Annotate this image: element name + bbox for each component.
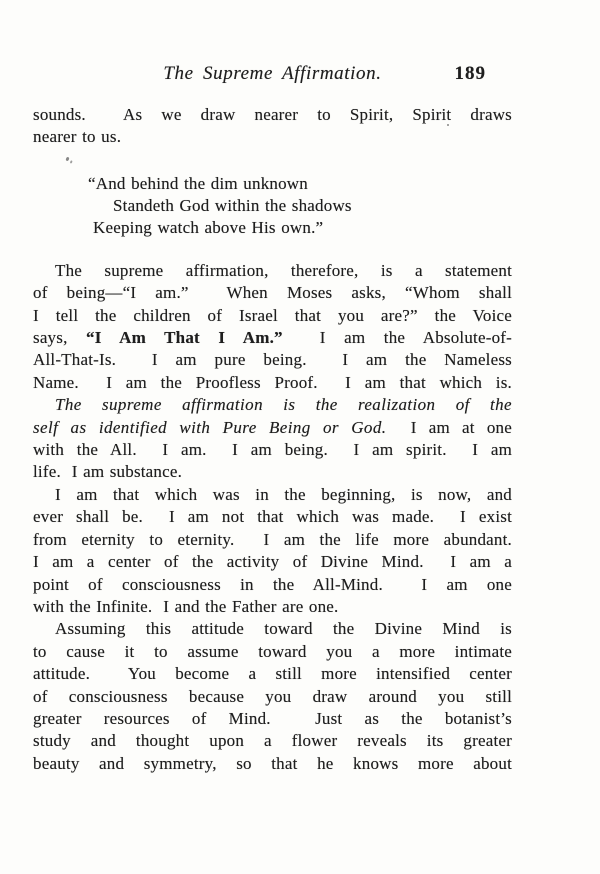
text-line bbox=[33, 551, 512, 573]
body-text: of consciousness because you draw around you still bbox=[33, 686, 512, 706]
verse-quote bbox=[88, 173, 512, 239]
text-line bbox=[88, 173, 512, 195]
page-content bbox=[33, 0, 512, 775]
text-line bbox=[33, 484, 512, 506]
body-text: I am at one bbox=[386, 417, 512, 437]
body-text: Name. I am the Proofless Proof. I am that which is. bbox=[33, 372, 512, 392]
paragraph bbox=[33, 260, 512, 394]
body-text: attitude. You become a still more intensified center bbox=[33, 664, 512, 684]
text-line bbox=[33, 394, 512, 416]
text-line bbox=[33, 708, 512, 730]
bold-text: “I Am That I Am.” bbox=[86, 328, 283, 348]
body-text: from eternity to eternity. I am the life more abundant. bbox=[33, 529, 512, 549]
body-text: “And behind the dim unknown bbox=[88, 173, 308, 193]
text-line bbox=[88, 217, 512, 239]
text-line bbox=[33, 461, 512, 483]
text-line bbox=[33, 439, 512, 461]
text-line bbox=[33, 372, 512, 394]
page-number: 189 bbox=[454, 63, 486, 84]
text-line bbox=[33, 260, 512, 282]
paragraph bbox=[33, 618, 512, 775]
body-text: says, bbox=[33, 328, 87, 348]
body-text: Keeping watch above His own.” bbox=[93, 217, 324, 237]
body-text: ever shall be. I am not that which was made. I exist bbox=[33, 507, 512, 527]
body-text: beauty and symmetry, so that he knows more about bbox=[33, 753, 512, 773]
body-text: greater resources of Mind. Just as the botanist’s bbox=[33, 708, 512, 728]
body-text: to cause it to assume toward you a more intimate bbox=[33, 641, 512, 661]
body-text: with the Infinite. I and the Father are one. bbox=[33, 596, 339, 616]
text-line bbox=[33, 663, 512, 685]
body-text: I tell the children of Israel that you are?” the Voice bbox=[33, 305, 512, 325]
text-line bbox=[33, 618, 512, 640]
text-line bbox=[33, 574, 512, 596]
text-line bbox=[33, 753, 512, 775]
text-line bbox=[33, 529, 512, 551]
body-text: Assuming this attitude toward the Divine Mind is bbox=[55, 619, 512, 639]
body-text: study and thought upon a flower reveals its greater bbox=[33, 731, 512, 751]
body-text: I am that which was in the beginning, is now, and bbox=[55, 484, 512, 504]
running-header bbox=[33, 61, 512, 87]
paragraph bbox=[33, 394, 512, 484]
body-text: life. I am substance. bbox=[33, 462, 183, 482]
text-line bbox=[33, 126, 512, 148]
text-line bbox=[33, 730, 512, 752]
body-text: I am a center of the activity of Divine Mind. I am a bbox=[33, 552, 512, 572]
running-title: The Supreme Affirmation. bbox=[163, 63, 382, 84]
body-text: The supreme affirmation, therefore, is a statement bbox=[55, 260, 512, 280]
text-line bbox=[33, 327, 512, 349]
body-text: sounds. As we draw nearer to Spirit, Spirit draws bbox=[33, 105, 512, 124]
text-line bbox=[33, 641, 512, 663]
text-line bbox=[33, 305, 512, 327]
body-text: with the All. I am. I am being. I am spirit. I am bbox=[33, 440, 512, 460]
body-text: All-That-Is. I am pure being. I am the Nameless bbox=[33, 350, 512, 370]
text-line bbox=[33, 349, 512, 371]
text-line bbox=[33, 686, 512, 708]
body-text: point of consciousness in the All-Mind. I am one bbox=[33, 574, 512, 594]
italic-text: self as identified with Pure Being or God. bbox=[33, 417, 387, 437]
italic-text: The supreme affirmation is the realization of the bbox=[55, 395, 512, 415]
body-text: I am the Absolute-of- bbox=[282, 328, 512, 348]
body-text: nearer to us. bbox=[33, 127, 122, 147]
paragraph bbox=[33, 484, 512, 618]
text-line bbox=[33, 104, 512, 126]
text-line bbox=[33, 282, 512, 304]
body-text: Standeth God within the shadows bbox=[113, 195, 352, 215]
text-line bbox=[33, 506, 512, 528]
text-line bbox=[88, 195, 512, 217]
text-line bbox=[33, 417, 512, 439]
text-line bbox=[33, 596, 512, 618]
body-text: of being—“I am.” When Moses asks, “Whom shall bbox=[33, 283, 512, 303]
paragraph-continuation bbox=[33, 104, 512, 149]
body-text bbox=[33, 104, 512, 775]
